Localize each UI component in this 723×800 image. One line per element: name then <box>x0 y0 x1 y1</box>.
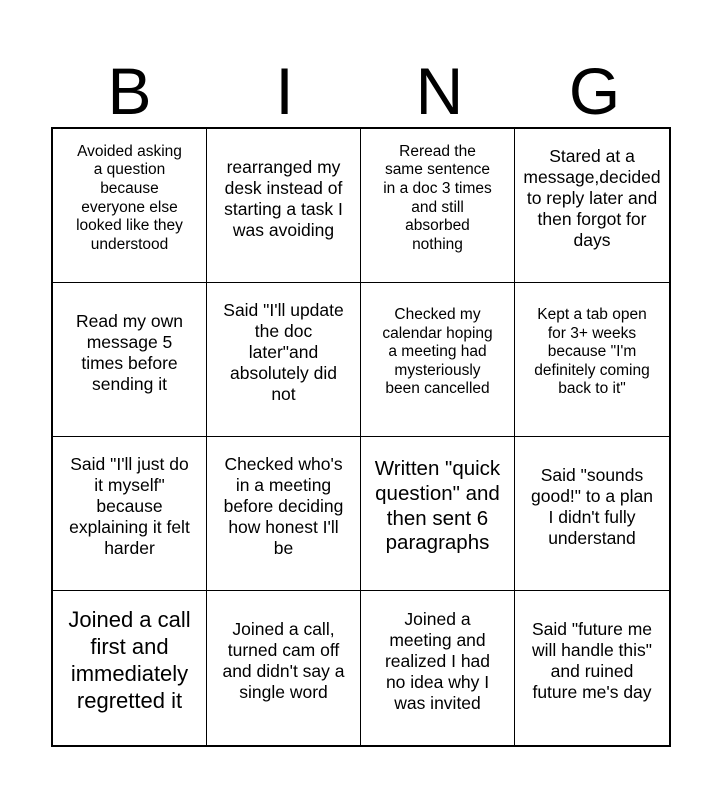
cell-text: Said "I'll update the doc later"and absolutely did not <box>223 300 344 404</box>
bingo-cell[interactable] <box>361 591 515 745</box>
header-letter-i: I <box>275 54 294 128</box>
bingo-cell[interactable] <box>53 591 207 745</box>
bingo-cell[interactable] <box>515 437 669 591</box>
cell-text: Written "quick question" and then sent 6 paragraphs <box>374 457 501 555</box>
bingo-cell[interactable] <box>53 129 207 283</box>
cell-text: Said "future me will handle this" and ruined future me's day <box>531 619 653 702</box>
bingo-header <box>52 56 672 126</box>
cell-text: Stared at a message,decided to reply later and then forgot for days <box>523 146 661 250</box>
header-letter-n: N <box>415 54 464 128</box>
cell-text: Joined a call, turned cam off and didn't say a single word <box>222 619 345 702</box>
bingo-cell[interactable] <box>207 591 361 745</box>
cell-text: Checked who's in a meeting before deciding how honest I'll be <box>223 454 344 558</box>
bingo-board <box>51 127 671 747</box>
cell-text: Reread the same sentence in a doc 3 times and still absorbed nothing <box>383 142 492 253</box>
cell-text: Avoided asking a question because everyone else looked like they understood <box>76 142 183 253</box>
cell-text: Said "sounds good!" to a plan I didn't fully understand <box>531 464 654 548</box>
bingo-cell[interactable] <box>361 437 515 591</box>
bingo-cell[interactable] <box>207 283 361 437</box>
cell-text: Kept a tab open for 3+ weeks because "I'm definitely coming back to it" <box>534 306 650 398</box>
cell-text: rearranged my desk instead of starting a task I was avoiding <box>224 156 343 240</box>
bingo-cell[interactable] <box>53 283 207 437</box>
bingo-cell[interactable] <box>361 129 515 283</box>
bingo-cell[interactable] <box>207 129 361 283</box>
cell-text: Checked my calendar hoping a meeting had mysteriously been cancelled <box>382 306 493 398</box>
bingo-cell[interactable] <box>53 437 207 591</box>
cell-text: Joined a meeting and realized I had no idea why I was invited <box>384 608 491 713</box>
bingo-cell[interactable] <box>515 129 669 283</box>
bingo-cell[interactable] <box>207 437 361 591</box>
cell-text: Said "I'll just do it myself" because explaining it felt harder <box>69 454 190 558</box>
bingo-cell[interactable] <box>361 283 515 437</box>
bingo-cell[interactable] <box>515 591 669 745</box>
bingo-cell[interactable] <box>515 283 669 437</box>
header-letter-b: B <box>107 54 152 128</box>
cell-text: Read my own message 5 times before sending it <box>76 310 183 394</box>
cell-text: Joined a call first and immediately regretted it <box>68 607 191 713</box>
header-letter-g: G <box>568 54 621 128</box>
